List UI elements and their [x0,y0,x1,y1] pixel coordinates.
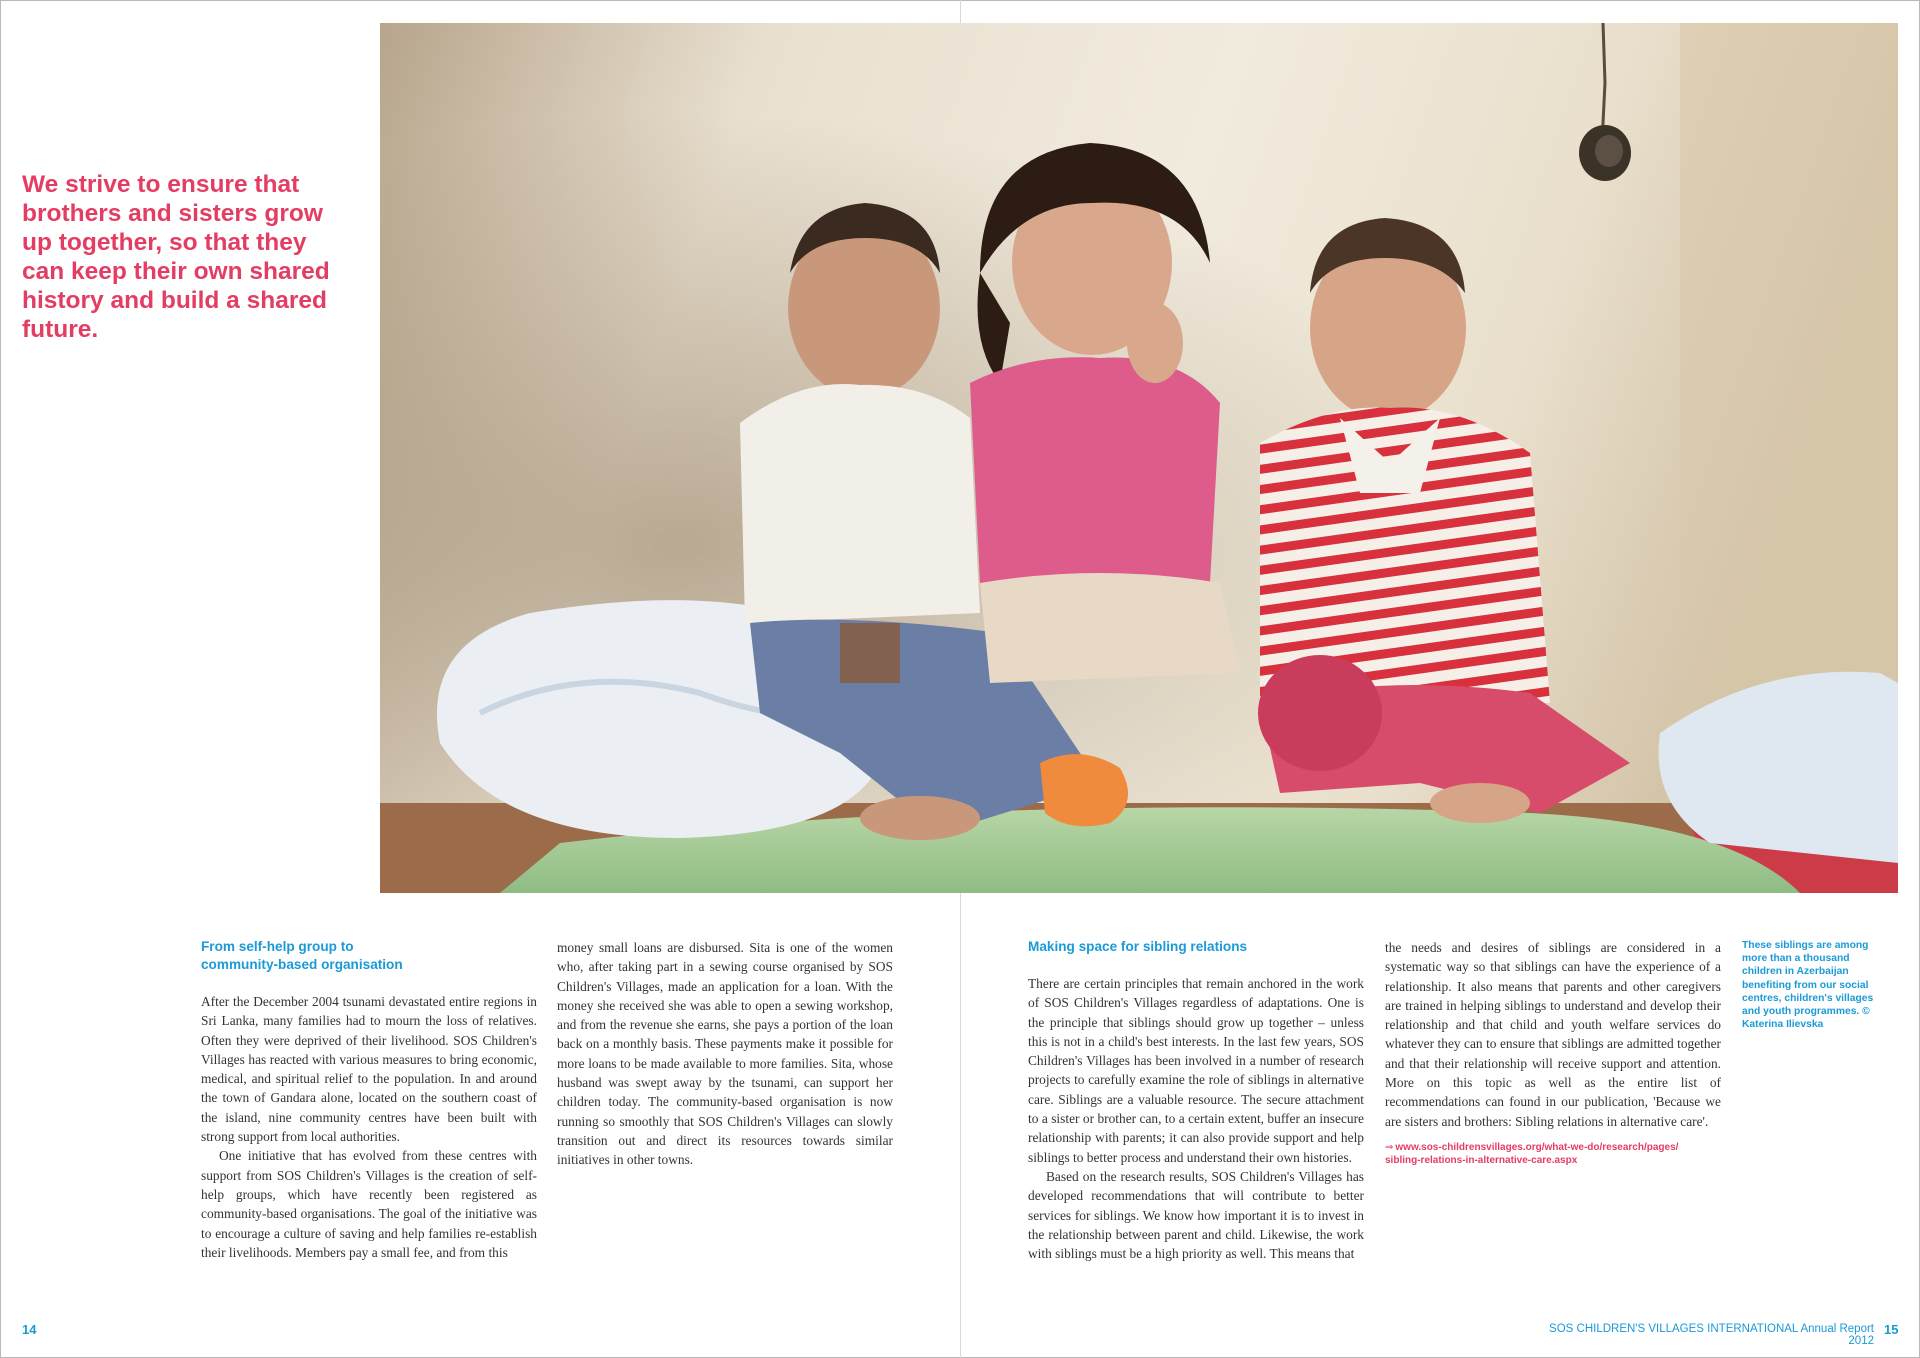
research-link[interactable] [1385,1141,1721,1167]
article-column-2 [557,938,893,1170]
link-arrow-icon: ⇒ [1385,1141,1394,1153]
pull-quote: We strive to ensure that brothers and sisters grow up together, so that they can keep their own shared history and build a shared future. [22,171,330,343]
research-link-line2: sibling-relations-in-alternative-care.aspx [1385,1154,1578,1166]
siblings-photo [380,23,1898,893]
footer-report: Annual Report 2012 [1800,1323,1874,1347]
footer-org: SOS CHILDREN'S VILLAGES INTERNATIONAL [1549,1323,1798,1335]
article-column-4 [1385,938,1721,1167]
section1-paragraph-2: One initiative that has evolved from these centres with support from SOS Children's Villages is the creation of self-help groups, which have recently been registered as community-based organisations. The goal of the initiative was to encourage a culture of saving and help families re-establish their livelihoods. Members pay a small fee, and from this [201,1148,537,1260]
section2-paragraph-2: Based on the research results, SOS Children's Villages has developed recommendations that will contribute to better services for siblings. We know how important it is to invest in the relationship between parent and child. Likewise, the work with siblings must be a high priority as well. This means that [1028,1168,1364,1262]
section2-paragraph-2-cont: the needs and desires of siblings are considered in a systematic way so that siblings can have the experience of a relationship. It also means that parents and other caregivers are trained in helping siblings to understand and develop their relationship and that child and youth welfare services do whatever they can to ensure that siblings are admitted together and that their relationship will receive support and attention. More on this topic as well as the entire list of recommendations can found in our publication, 'Because we are sisters and brothers: Sibling relations in alternative care'. [1385,940,1721,1129]
section1-body [201,992,537,1262]
page-number-left: 14 [22,1322,37,1337]
section1-paragraph-2-cont: money small loans are disbursed. Sita is one of the women who, after taking part in a sewing course organised by SOS Children's Villages, made an application for a loan. With the money she received she was able to open a sewing workshop, and from the revenue she earns, she pays a portion of the loan back on a monthly basis. These payments make it possible for more loans to be made available to more families. Sita, whose husband was swept away by the tsunami, can support her children today. The community-based organisation is now running so smoothly that SOS Children's Villages can slowly transition out and direct its resources towards similar initiatives in other towns. [557,940,893,1168]
footer-report-title [1540,1323,1874,1347]
section1-heading-line2: community-based organisation [201,957,403,972]
section1-heading-line1: From self-help group to [201,939,354,954]
research-link-line1: www.sos-childrensvillages.org/what-we-do/research/pages/ [1395,1141,1679,1153]
section2-body [1028,974,1364,1263]
section2-heading: Making space for sibling relations [1028,939,1248,954]
siblings-photo-illustration [380,23,1898,893]
photo-caption: These siblings are among more than a thousand children in Azerbaijan benefiting from our social centres, children's villages and youth programmes. © Katerina Ilievska [1742,940,1874,1031]
section1-paragraph-1: After the December 2004 tsunami devastated entire regions in Sri Lanka, many families had to mourn the loss of relatives. Often they were deprived of their livelihood. SOS Children's Villages has reacted with various measures to bring economic, medical, and spiritual relief to the population. In and around the town of Gandara alone, located on the southern coast of the island, nine community centres have been built with strong support from local authorities. [201,994,537,1145]
article-column-1 [201,938,537,1262]
page-number-right: 15 [1884,1322,1899,1337]
article-column-3 [1028,938,1364,1263]
section2-paragraph-1: There are certain principles that remain anchored in the work of SOS Children's Villages regardless of adaptations. One is the principle that siblings should grow up together – unless this is not in a child's best interests. In the last few years, SOS Children's Villages has been involved in a number of research projects to carefully examine the role of siblings in alternative care. Siblings are a valuable resource. The secure attachment to a sister or brother can, to a certain extent, buffer an insecure relationship with parents; it can also provide support and help siblings to better process and understand their own histories. [1028,976,1364,1165]
section1-heading [201,938,537,974]
